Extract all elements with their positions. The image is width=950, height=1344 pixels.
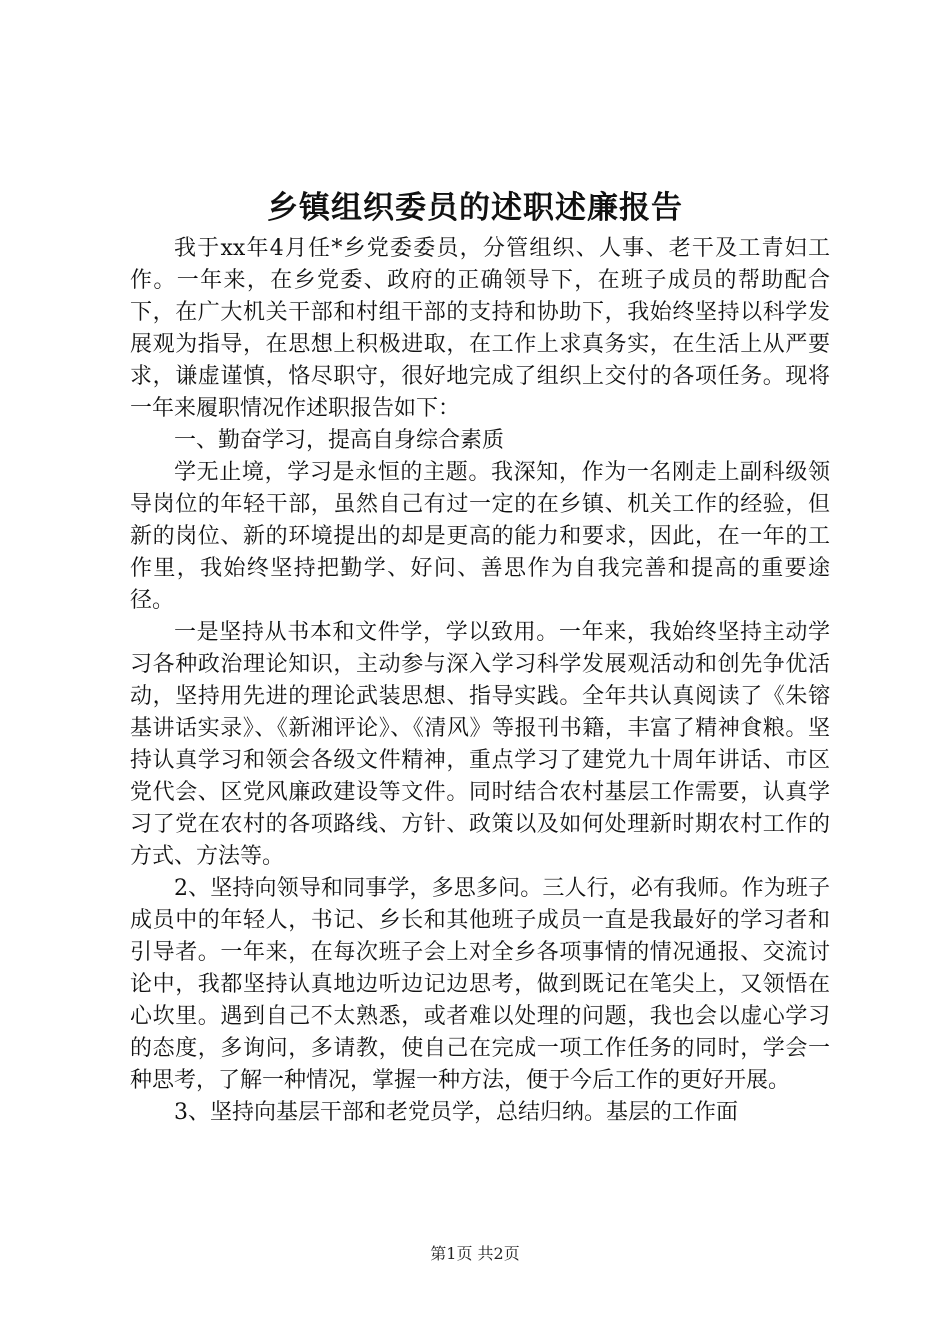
paragraph-point-2: 2、坚持向领导和同事学，多思多问。三人行，必有我师。作为班子成员中的年轻人，书记、乡长和其他班子成员一直是我最好的学习者和引导者。一年来，在每次班子会上对全乡各项事情的情况通报、交流讨论中，我都坚持认真地边听边记边思考，做到既记在笔尖上，又领悟在心坎里。遇到自己不太熟悉，或者难以处理的问题，我也会以虚心学习的态度，多询问，多请教，使自己在完成一项工作任务的同时，学会一种思考，了解一种情况，掌握一种方法，便于今后工作的更好开展。 [130, 876, 830, 1093]
paragraph-intro: 我于xx年4月任*乡党委委员，分管组织、人事、老干及工青妇工作。一年来，在乡党委、政府的正确领导下，在班子成员的帮助配合下，在广大机关干部和村组干部的支持和协助下，我始终坚持以科学发展观为指导，在思想上积极进取，在工作上求真务实，在生活上从严要求，谦虚谨慎，恪尽职守，很好地完成了组织上交付的各项任务。现将一年来履职情况作述职报告如下： [130, 236, 830, 421]
document-body [130, 233, 830, 1129]
document-title: 乡镇组织委员的述职述廉报告 [267, 190, 683, 226]
paragraph-study: 学无止境，学习是永恒的主题。我深知，作为一名刚走上副科级领导岗位的年轻干部，虽然自己有过一定的在乡镇、机关工作的经验，但新的岗位、新的环境提出的却是更高的能力和要求，因此，在一年的工作里，我始终坚持把勤学、好问、善思作为自我完善和提高的重要途径。 [130, 460, 830, 613]
paragraph-point-3: 3、坚持向基层干部和老党员学，总结归纳。基层的工作面 [174, 1100, 738, 1125]
section-heading: 一、勤奋学习，提高自身综合素质 [174, 428, 505, 453]
paragraph-point-1: 一是坚持从书本和文件学，学以致用。一年来，我始终坚持主动学习各种政治理论知识，主动参与深入学习科学发展观活动和创先争优活动，坚持用先进的理论武装思想、指导实践。全年共认真阅读了《朱镕基讲话实录》、《新湘评论》、《清风》等报刊书籍，丰富了精神食粮。坚持认真学习和领会各级文件精神，重点学习了建党九十周年讲话、市区党代会、区党风廉政建设等文件。同时结合农村基层工作需要，认真学习了党在农村的各项路线、方针、政策以及如何处理新时期农村工作的方式、方法等。 [130, 620, 830, 869]
page-number: 第1页 共2页 [430, 1244, 520, 1263]
